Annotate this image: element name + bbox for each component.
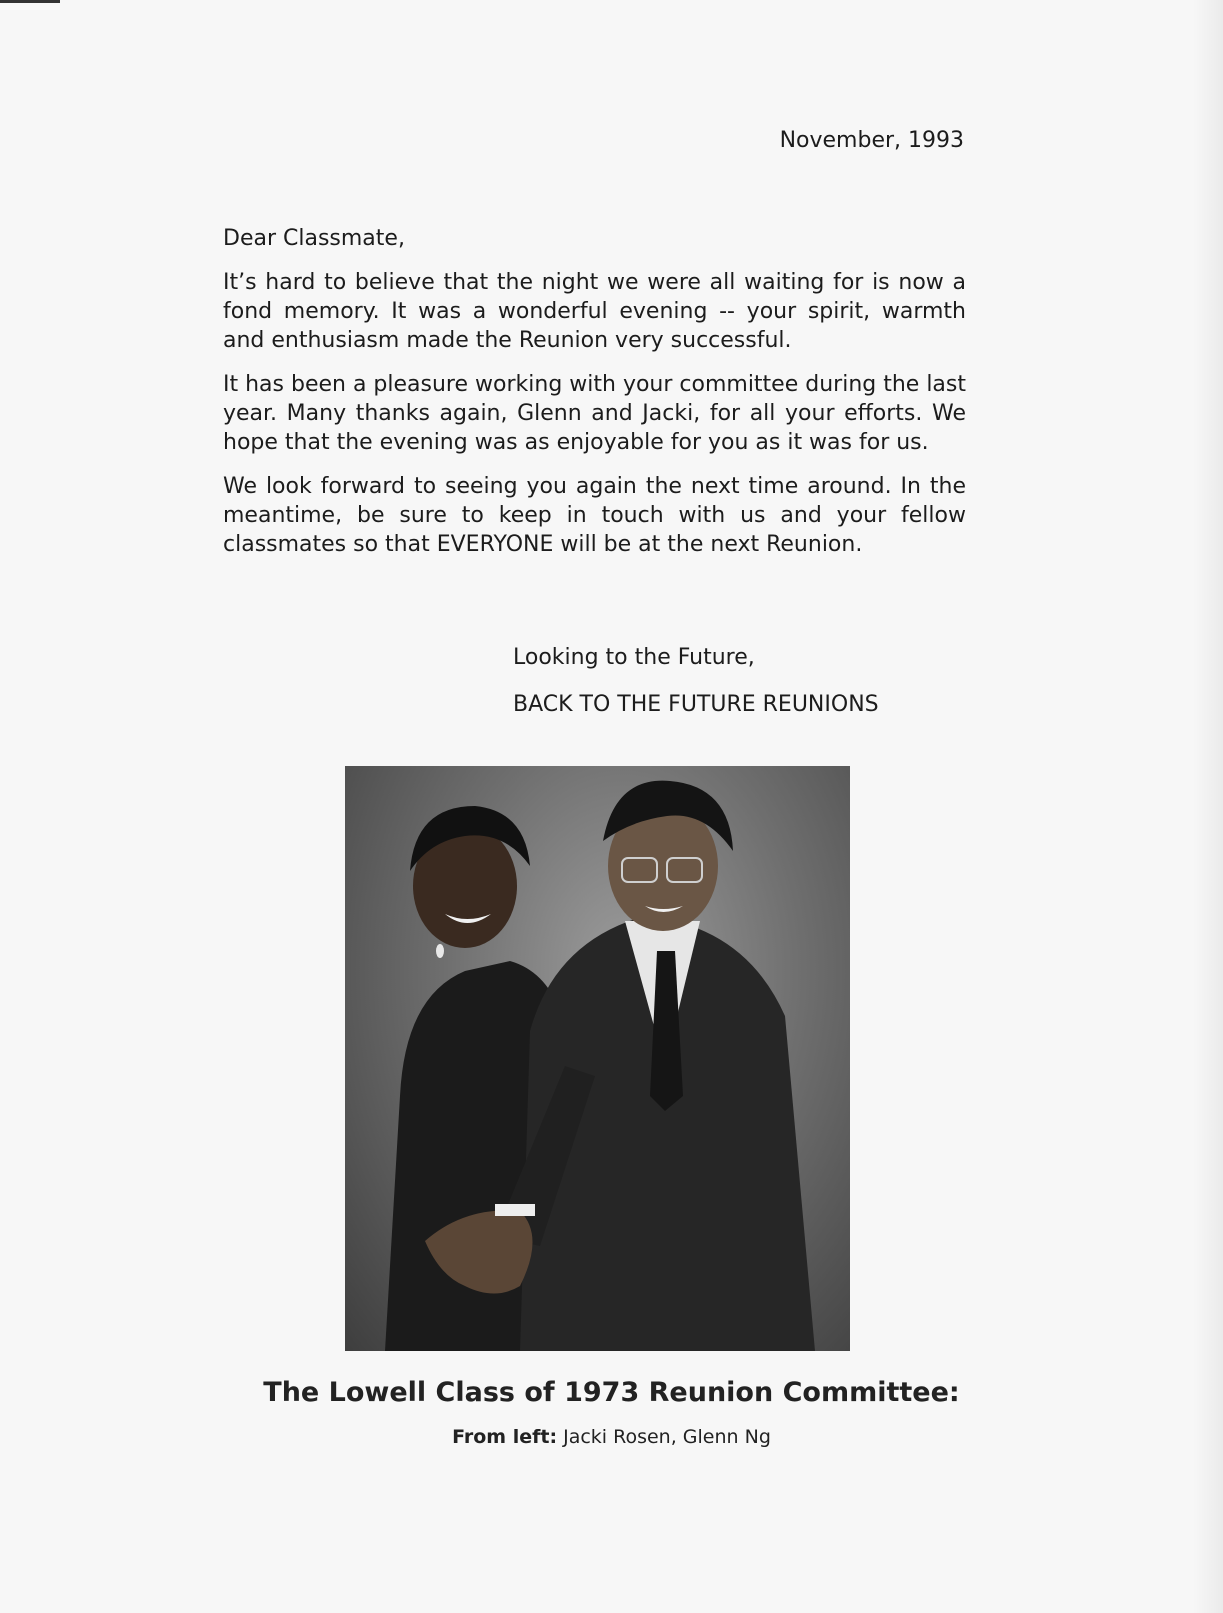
signature-line: BACK TO THE FUTURE REUNIONS — [513, 692, 879, 717]
committee-photo — [345, 766, 850, 1351]
photo-caption-title: The Lowell Class of 1973 Reunion Committee: — [263, 1377, 960, 1408]
scan-shadow — [1193, 0, 1223, 1613]
photo-caption-subtitle — [0, 1426, 1223, 1448]
closing-line: Looking to the Future, — [513, 645, 755, 670]
letter-date: November, 1993 — [779, 128, 964, 153]
salutation: Dear Classmate, — [223, 226, 405, 251]
letter-body — [223, 224, 966, 574]
paragraph-1: It’s hard to believe that the night we were all waiting for is now a fond memory. It was a wonderful evening -- your spirit, warmth and enthusiasm made the Reunion very successful. — [223, 270, 966, 353]
caption-names: Jacki Rosen, Glenn Ng — [563, 1426, 771, 1448]
person-right — [520, 781, 815, 1351]
paragraph-2: It has been a pleasure working with your committee during the last year. Many thanks again, Glenn and Jacki, for all your efforts. We hope that the evening was as enjoyable for you as it was for us. — [223, 372, 966, 455]
caption-lead: From left: — [452, 1426, 558, 1448]
paragraph-3: We look forward to seeing you again the next time around. In the meantime, be sure to keep in touch with us and your fellow classmates so that EVERYONE will be at the next Reunion. — [223, 474, 966, 557]
photo-illustration — [345, 766, 850, 1351]
scan-edge-mark — [0, 0, 60, 3]
